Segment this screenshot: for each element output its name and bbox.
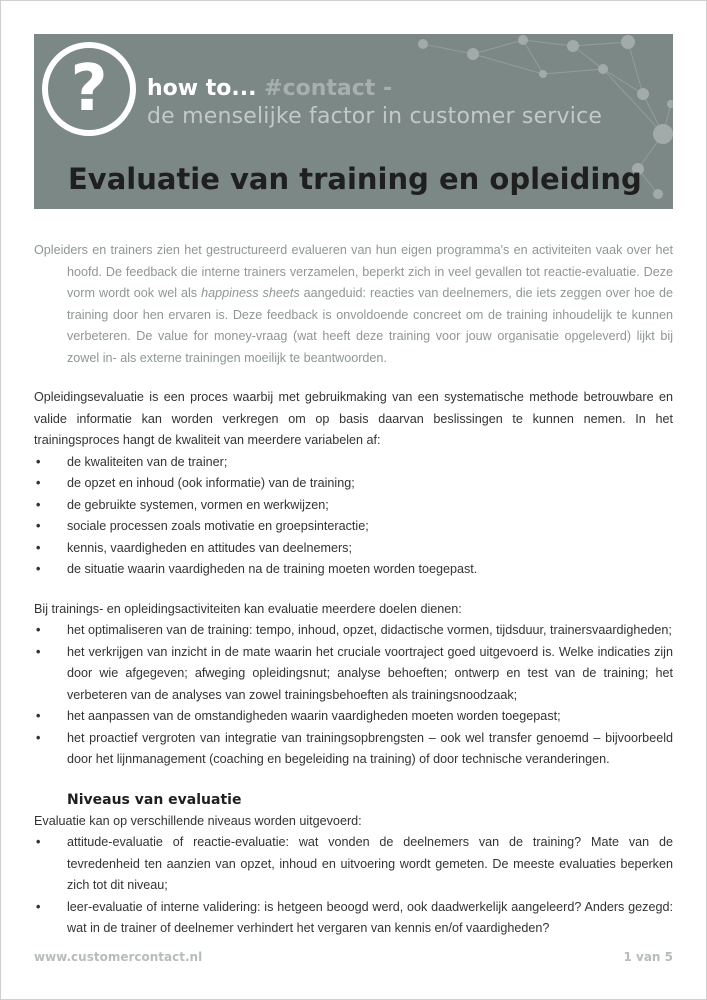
intro-emphasis: happiness sheets <box>201 286 300 300</box>
list-item <box>34 516 673 538</box>
section3-paragraph: Evaluatie kan op verschillende niveaus worden uitgevoerd: <box>34 813 362 828</box>
list-item-text: sociale processen zoals motivatie en groepsinteractie; <box>67 519 369 533</box>
list-item <box>34 728 673 771</box>
list-item-text: het proactief vergroten van integratie van trainingsopbrengsten – ook wel transfer genoemd – bijvoorbeeld door het lijnmanagement (coaching en begeleiding na training) of door technische veranderingen. <box>67 730 673 766</box>
list-item-text: de situatie waarin vaardigheden na de training moeten worden toegepast. <box>67 562 478 576</box>
list-item <box>34 559 673 581</box>
list-item-text: het aanpassen van de omstandigheden waarin vaardigheden moeten worden toegepast; <box>67 709 561 723</box>
footer-website-link[interactable]: www.customercontact.nl <box>34 950 203 964</box>
bullet-icon: • <box>36 454 41 469</box>
header-banner <box>34 34 673 209</box>
list-item-text: de opzet en inhoud (ook informatie) van de training; <box>67 476 355 490</box>
list-item <box>34 538 673 560</box>
list-item-text: leer-evaluatie of interne validering: is hetgeen beoogd werd, ook daadwerkelijk aangeleerd? Anders gezegd: wat in de trainer of deelnemer verhindert het vergaren van kennis en/of vaardigheden? <box>67 899 673 935</box>
main-content <box>34 240 673 958</box>
section2-list <box>34 620 673 771</box>
page-title: Evaluatie van training en opleiding <box>68 162 642 196</box>
list-item-text: het optimaliseren van de training: tempo, inhoud, opzet, didactische vormen, tijdsduur, trainersvaardigheden; <box>67 623 672 637</box>
list-item-text: het verkrijgen van inzicht in de mate waarin het cruciale voortraject goed uitgevoerd is. Welke indicaties zijn door wie afgegeven; afweging opleidingsnut; analyse behoeften; ontwerp en test van de training; het verbeteren van de analyses van zowel trainingsbehoeften als trainingsnoodzaak; <box>67 644 673 702</box>
section-heading: Niveaus van evaluatie <box>67 791 242 808</box>
series-title <box>147 76 392 101</box>
bullet-icon: • <box>36 562 41 576</box>
section2-paragraph: Bij trainings- en opleidingsactiviteiten kan evaluatie meerdere doelen dienen: <box>34 601 462 616</box>
list-item-text: attitude-evaluatie of reactie-evaluatie: wat vonden de deelnemers van de training? Mate van de tevredenheid ten aanzien van opzet, inhoud en uitvoering wordt gemeten. De meeste evaluaties beperken zich tot dit niveau; <box>67 835 673 892</box>
bullet-icon: • <box>36 497 41 512</box>
list-item <box>34 706 673 728</box>
list-item-text: kennis, vaardigheden en attitudes van deelnemers; <box>67 540 352 555</box>
section3-list <box>34 832 673 940</box>
list-item-text: de gebruikte systemen, vormen en werkwijzen; <box>67 497 329 512</box>
howto-label: how to... <box>147 76 257 101</box>
bullet-icon: • <box>36 709 41 723</box>
list-item <box>34 832 673 897</box>
bullet-icon: • <box>36 644 41 659</box>
list-item <box>34 642 673 707</box>
list-item <box>34 897 673 940</box>
list-item <box>34 620 673 642</box>
question-mark-icon: ? <box>42 42 136 136</box>
section1-paragraph: Opleidingsevaluatie is een proces waarbij met gebruikmaking van een systematische methode betrouwbare en valide informatie kan worden verkregen om op basis daarvan beslissingen te kunnen nemen. In het trainingsproces hangt de kwaliteit van meerdere variabelen af: <box>34 390 673 447</box>
intro-text-end: aangeduid: reacties van deelnemers, die iets zeggen over hoe de training door hen ervaren is. Deze feedback is onvoldoende concreet om de training inhoudelijk te kunnen verbeteren. De value for money-vraag (wat heeft deze training voor jouw organisatie opgeleverd) lijkt bij zowel in- als externe trainingen moeilijk te beantwoorden. <box>67 286 673 365</box>
bullet-icon: • <box>36 730 41 745</box>
list-item <box>34 473 673 495</box>
list-item <box>34 495 673 517</box>
list-item-text: de kwaliteiten van de trainer; <box>67 454 228 469</box>
bullet-icon: • <box>36 899 41 914</box>
bullet-icon: • <box>36 519 41 533</box>
bullet-icon: • <box>36 540 41 555</box>
page-number: 1 van 5 <box>623 950 673 964</box>
intro-paragraph <box>34 240 673 369</box>
bullet-icon: • <box>36 623 41 637</box>
intro-text-start: Opleiders en trainers zien het gestructureerd evalueren van hun eigen programma's en activiteiten vaak over het hoofd. De feedback die interne trainers verzamelen, beperkt zich in veel gevallen tot reactie-evaluatie. Deze vorm wordt ook wel als <box>34 243 673 300</box>
bullet-icon: • <box>36 476 41 490</box>
bullet-icon: • <box>36 835 41 849</box>
list-item <box>34 452 673 474</box>
contact-tag: #contact - <box>264 76 393 101</box>
section1-list <box>34 452 673 581</box>
series-subtitle: de menselijke factor in customer service <box>147 104 603 129</box>
